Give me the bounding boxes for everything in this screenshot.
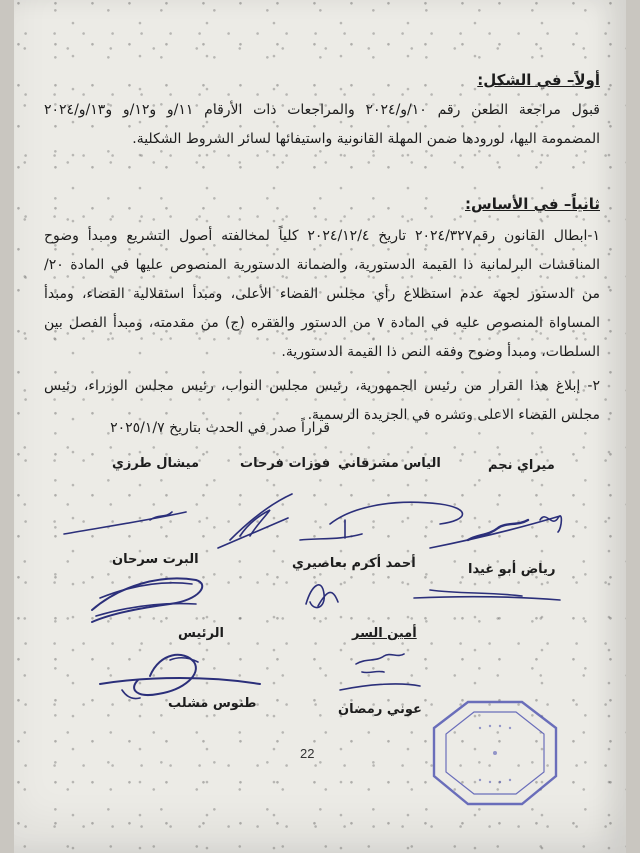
president-name: طنوس مشلب xyxy=(168,696,257,711)
section-body-form: قبول مراجعة الطعن رقم ١٠/و/٢٠٢٤ والمراجعات ذات الأرقام ١١/و و١٢/و و١٣/و/٢٠٢٤ المضمومة اليها، لورودها ضمن المهلة القانونية واستيفائها لسائر الشروط الشكلية. xyxy=(44,102,600,147)
signatory-riad-abu-ghida: رياض أبو غيدا xyxy=(468,562,556,577)
section-heading-form: أولاً– في الشكل: xyxy=(477,71,600,89)
official-stamp-octagon xyxy=(430,698,560,808)
section-heading-merits: ثانياً– في الأساس: xyxy=(465,195,600,213)
signatory-michel-tarazi: ميشال طرزي xyxy=(112,456,200,471)
merits-item-2: ٢- إبلاغ هذا القرار من رئيس الجمهورية، رئيس مجلس النواب، رئيس مجلس الوزراء، رئيس مجلس القضاء الاعلى ونشره في الجريدة الرسمية. xyxy=(44,378,600,423)
signatory-ahmad-akram-baasiri: أحمد أكرم بعاصيري xyxy=(292,556,416,571)
signatory-mirai-najm: ميراي نجم xyxy=(488,458,555,473)
signatory-fawzat-farhat: فوزات فرحات xyxy=(240,456,331,471)
merits-item-1: ١-ابطال القانون رقم٢٠٢٤/٣٢٧ تاريخ ٢٠٢٤/١٢/٤ كلياً لمخالفته أصول التشريع ومبدأ وضوح المناقشات البرلمانية ذا القيمة الدستورية، والضمانة الدستورية المنصوص عليها في المادة ٢٠/ من الدستور لجهة عدم استطلاع رأي مجلس القضاء الأعلى، ومبدأ استقلالية القضاء، ومبدأ المساواة المنصوص عليه في المادة ٧ من الدستور والفقره (ج) من مقدمته، ومبدأ الفصل بين السلطات، ومبدأ وضوح وفقه النص ذا القيمة الدستورية. xyxy=(44,228,601,360)
secretary-title: أمين السر xyxy=(352,626,417,641)
signatory-albert-sarhan: البرت سرحان xyxy=(112,552,199,567)
signatory-elias-mashraqani: الياس مشرقاني xyxy=(338,456,441,471)
page-number: 22 xyxy=(300,746,315,761)
decision-date-line: قراراً صدر في الحدث بتاريخ ٢٠٢٥/١/٧ xyxy=(110,420,330,436)
president-title: الرئيس xyxy=(178,626,224,641)
secretary-name: عوني رمضان xyxy=(338,702,422,717)
